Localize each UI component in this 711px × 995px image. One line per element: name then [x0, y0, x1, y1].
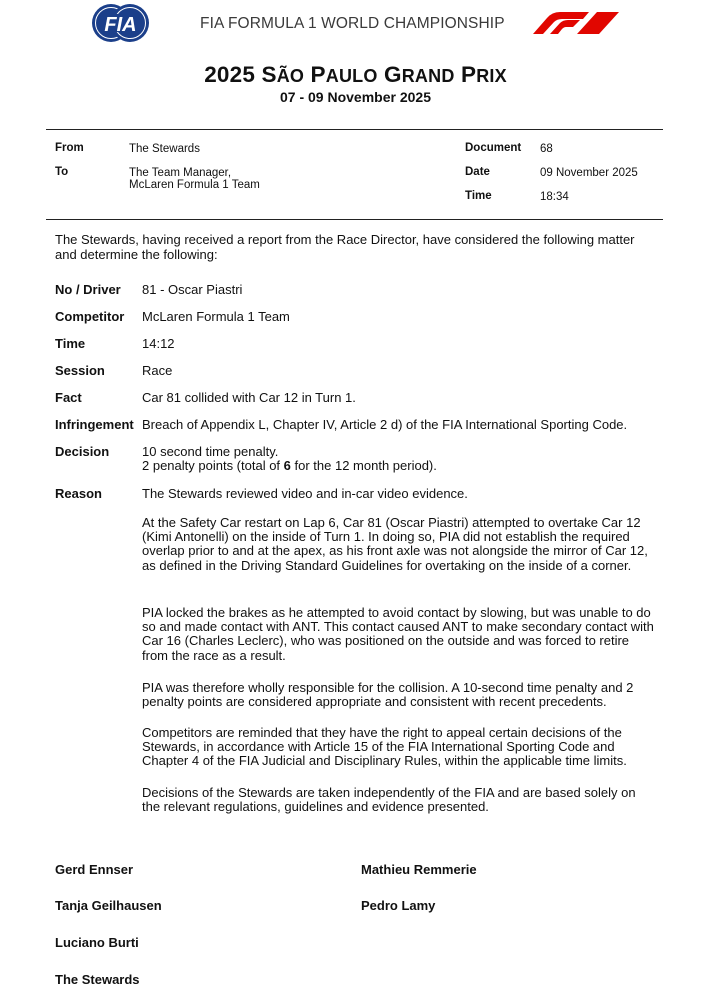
championship-title: FIA FORMULA 1 WORLD CHAMPIONSHIP: [200, 15, 505, 32]
fia-logo-text: FIA: [104, 14, 137, 36]
intro-text: The Stewards, having received a report from the Race Director, have considered the following matter and determine the following:: [55, 232, 635, 262]
reason-paragraph-1: The Stewards reviewed video and in-car video evidence.: [142, 486, 468, 501]
signatory-5: Luciano Burti: [55, 935, 139, 950]
event-dates: 07 - 09 November 2025: [280, 89, 431, 105]
document-value: 68: [540, 143, 553, 155]
reason-label: Reason: [55, 486, 102, 501]
competitor-label: Competitor: [55, 309, 125, 324]
reason-paragraph-5: Competitors are reminded that they have the right to appeal certain decisions of the Stewards, in accordance with Article 15 of the FIA International Sporting Code and Chapter 4 of the FIA Judicial and Disciplinary Rules, within the applicable time limits.: [142, 725, 627, 769]
session-label: Session: [55, 363, 105, 378]
time-field-label: Time: [55, 336, 86, 351]
event-title: 2025 SÃO PAULO GRAND PRIX: [204, 62, 507, 87]
reason-paragraph-3: PIA locked the brakes as he attempted to avoid contact by slowing, but was unable to do so and made contact with ANT. This contact caused ANT to make secondary contact with Car 16 (Charles Leclerc), who was positioned on the outside and was forced to retire from the race as a result.: [142, 605, 654, 663]
reason-paragraph-4: PIA was therefore wholly responsible for the collision. A 10-second time penalty and 2 penalty points are considered appropriate and consistent with recent precedents.: [142, 680, 634, 710]
driver-value: 81 - Oscar Piastri: [142, 282, 243, 297]
infringement-label: Infringement: [55, 417, 134, 432]
decision-line1: 10 second time penalty.: [142, 444, 279, 459]
decision-label: Decision: [55, 444, 110, 459]
bottom-divider: [46, 219, 663, 220]
time-label: Time: [465, 190, 492, 202]
fact-label: Fact: [55, 390, 82, 405]
to-label: To: [55, 166, 69, 178]
f1-logo: [533, 12, 619, 34]
decision-value: [142, 445, 437, 473]
to-value-line1: The Team Manager,: [129, 167, 232, 179]
time-value: 18:34: [540, 191, 569, 203]
to-value-line2: McLaren Formula 1 Team: [129, 179, 260, 191]
time-field-value: 14:12: [142, 336, 175, 351]
signatory-1: Gerd Ennser: [55, 862, 134, 877]
fia-logo: [91, 3, 150, 43]
driver-label: No / Driver: [55, 282, 121, 297]
decision-line2: 2 penalty points (total of 6 for the 12 month period).: [142, 458, 437, 473]
signatory-2: Mathieu Remmerie: [361, 862, 477, 877]
from-label: From: [55, 142, 84, 154]
date-value: 09 November 2025: [540, 167, 638, 179]
reason-paragraph-2: At the Safety Car restart on Lap 6, Car 81 (Oscar Piastri) attempted to overtake Car 12 (Kimi Antonelli) on the inside of Turn 1. In doing so, PIA did not establish the required overlap prior to and at the apex, as his front axle was not alongside the mirror of Car 12, as defined in the Driving Standard Guidelines for overtaking on the inside of a corner.: [142, 515, 648, 573]
competitor-value: McLaren Formula 1 Team: [142, 309, 290, 324]
signatory-3: Tanja Geilhausen: [55, 898, 162, 913]
to-value: [129, 167, 260, 191]
fact-value: Car 81 collided with Car 12 in Turn 1.: [142, 390, 356, 405]
infringement-value: Breach of Appendix L, Chapter IV, Article 2 d) of the FIA International Sporting Code.: [142, 417, 628, 432]
stewards-signature: The Stewards: [55, 972, 140, 987]
signatory-4: Pedro Lamy: [361, 898, 436, 913]
top-divider: [46, 129, 663, 130]
reason-paragraph-6: Decisions of the Stewards are taken independently of the FIA and are based solely on the relevant regulations, guidelines and evidence presented.: [142, 785, 636, 815]
session-value: Race: [142, 363, 173, 378]
from-value: The Stewards: [129, 143, 200, 155]
date-label: Date: [465, 166, 490, 178]
document-label: Document: [465, 142, 522, 154]
